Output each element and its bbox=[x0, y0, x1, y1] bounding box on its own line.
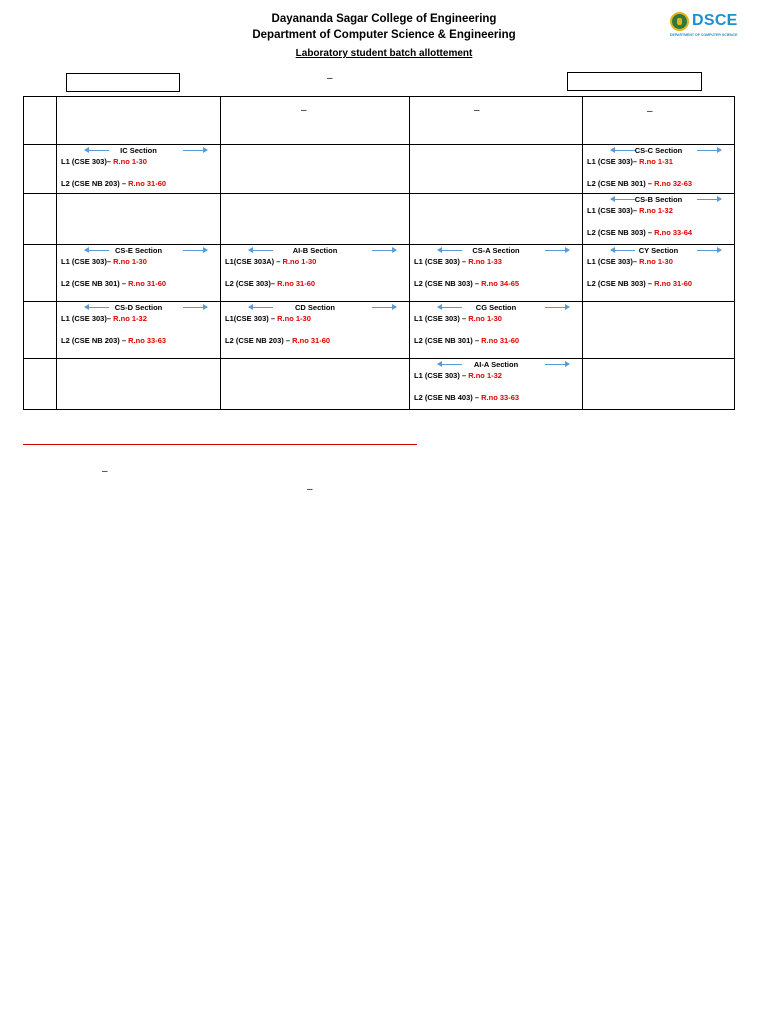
arrow-right-icon bbox=[183, 150, 207, 151]
section-label: CS-C Section bbox=[634, 146, 683, 155]
roll-range-1: R.no 1-30 bbox=[113, 257, 147, 266]
lab-room-2: L2 (CSE NB 203) – bbox=[225, 336, 291, 345]
roll-range-2: R.no 34-65 bbox=[481, 279, 520, 288]
allotment-table bbox=[23, 96, 735, 410]
roll-range-2: R.no 31-60 bbox=[128, 279, 167, 288]
lab-room-2: L2 (CSE NB 303) – bbox=[587, 228, 653, 237]
schedule-cell bbox=[57, 245, 221, 302]
lab-batch-1 bbox=[61, 257, 147, 266]
section-label: CS-D Section bbox=[114, 303, 163, 312]
roll-range-1: R.no 1-30 bbox=[639, 257, 673, 266]
lab-room-2: L2 (CSE NB 203) – bbox=[61, 336, 127, 345]
roll-range-1: R.no 1-32 bbox=[468, 371, 502, 380]
lab-room-2: L2 (CSE NB 301) – bbox=[61, 279, 127, 288]
lab-batch-2 bbox=[225, 279, 315, 288]
roll-range-2: R.no 33-63 bbox=[481, 393, 520, 402]
lab-batch-2 bbox=[61, 179, 166, 188]
schedule-cell bbox=[57, 359, 221, 410]
roll-range-1: R.no 1-33 bbox=[468, 257, 502, 266]
schedule-cell bbox=[410, 194, 583, 245]
lab-room-1: L1 (CSE 303)– bbox=[587, 257, 638, 266]
row-label-cell bbox=[24, 145, 57, 194]
roll-range-2: R.no 32-63 bbox=[654, 179, 693, 188]
table-header-row bbox=[24, 97, 735, 145]
arrow-right-icon bbox=[697, 150, 721, 151]
lab-room-2: L2 (CSE NB 403) – bbox=[414, 393, 480, 402]
lab-batch-1 bbox=[414, 314, 502, 323]
lab-room-1: L1 (CSE 303) – bbox=[414, 371, 467, 380]
arrow-right-icon bbox=[545, 250, 569, 251]
lab-room-2: L2 (CSE NB 303) – bbox=[414, 279, 480, 288]
college-emblem-icon bbox=[670, 12, 689, 31]
schedule-cell bbox=[410, 145, 583, 194]
lab-batch-2 bbox=[414, 279, 519, 288]
roll-range-1: R.no 1-31 bbox=[639, 157, 673, 166]
row-label-cell bbox=[24, 359, 57, 410]
department-name: Department of Computer Science & Engineering bbox=[252, 29, 516, 41]
red-divider-line bbox=[23, 444, 417, 445]
section-label: CD Section bbox=[294, 303, 335, 312]
lab-batch-1 bbox=[587, 157, 673, 166]
document-subtitle: Laboratory student batch allottement bbox=[295, 48, 473, 59]
schedule-cell bbox=[221, 145, 410, 194]
lab-batch-2 bbox=[587, 279, 692, 288]
lab-batch-1 bbox=[414, 257, 502, 266]
header-cell bbox=[57, 97, 221, 145]
roll-range-1: R.no 1-30 bbox=[282, 257, 317, 266]
schedule-cell bbox=[583, 194, 735, 245]
schedule-cell bbox=[583, 302, 735, 359]
arrow-right-icon bbox=[697, 250, 721, 251]
schedule-cell bbox=[583, 145, 735, 194]
table-row bbox=[24, 359, 735, 410]
roll-range-2: R.no 31-60 bbox=[654, 279, 693, 288]
lab-room-2: L2 (CSE NB 203) – bbox=[61, 179, 127, 188]
arrow-right-icon bbox=[372, 307, 396, 308]
header-dash: – bbox=[647, 106, 653, 117]
schedule-cell bbox=[57, 194, 221, 245]
roll-range-1: R.no 1-30 bbox=[277, 314, 311, 323]
lab-room-1: L1 (CSE 303) – bbox=[414, 257, 467, 266]
table-row bbox=[24, 302, 735, 359]
header-cell bbox=[583, 97, 735, 145]
table-row bbox=[24, 194, 735, 245]
lab-batch-1 bbox=[414, 371, 502, 380]
lab-batch-2 bbox=[61, 279, 166, 288]
college-name: Dayananda Sagar College of Engineering bbox=[271, 13, 497, 25]
schedule-cell bbox=[410, 302, 583, 359]
schedule-cell bbox=[410, 245, 583, 302]
arrow-right-icon bbox=[697, 199, 721, 200]
lab-room-1: L1 (CSE 303)– bbox=[61, 314, 112, 323]
schedule-cell bbox=[410, 359, 583, 410]
lab-room-1: L1(CSE 303A) – bbox=[225, 257, 281, 266]
section-label: CY Section bbox=[638, 246, 679, 255]
schedule-cell bbox=[583, 245, 735, 302]
lab-batch-1 bbox=[587, 206, 673, 215]
lab-batch-1 bbox=[61, 157, 147, 166]
dsce-logo bbox=[670, 11, 736, 41]
section-label: CS-A Section bbox=[472, 246, 520, 255]
row-label-cell bbox=[24, 194, 57, 245]
roll-range-2: R.no 33-64 bbox=[654, 228, 693, 237]
bottom-dash-1: – bbox=[102, 466, 108, 477]
row-label-cell bbox=[24, 245, 57, 302]
table-row bbox=[24, 245, 735, 302]
table-row bbox=[24, 145, 735, 194]
arrow-right-icon bbox=[545, 364, 569, 365]
schedule-cell bbox=[221, 302, 410, 359]
left-blank-box bbox=[66, 73, 180, 92]
roll-range-1: R.no 1-32 bbox=[113, 314, 147, 323]
lab-room-1: L1(CSE 303) – bbox=[225, 314, 276, 323]
section-label: IC Section bbox=[120, 146, 157, 155]
lab-batch-2 bbox=[61, 336, 166, 345]
section-label: CS-E Section bbox=[114, 246, 163, 255]
lab-room-1: L1 (CSE 303) – bbox=[414, 314, 467, 323]
lab-batch-1 bbox=[61, 314, 147, 323]
schedule-cell bbox=[57, 302, 221, 359]
arrow-right-icon bbox=[545, 307, 569, 308]
header-dash: – bbox=[301, 105, 307, 116]
lab-room-1: L1 (CSE 303)– bbox=[61, 257, 112, 266]
section-label: AI-B Section bbox=[292, 246, 338, 255]
lab-batch-1 bbox=[225, 314, 311, 323]
schedule-cell bbox=[57, 145, 221, 194]
lab-room-2: L2 (CSE NB 301) – bbox=[414, 336, 480, 345]
lab-room-1: L1 (CSE 303)– bbox=[587, 206, 638, 215]
logo-subtext: DEPARTMENT OF COMPUTER SCIENCE bbox=[670, 33, 738, 37]
roll-range-2: R.no 31-60 bbox=[292, 336, 331, 345]
arrow-right-icon bbox=[183, 250, 207, 251]
bottom-dash-2: – bbox=[307, 484, 313, 495]
lab-room-2: L2 (CSE NB 301) – bbox=[587, 179, 653, 188]
roll-range-1: R.no 1-30 bbox=[113, 157, 147, 166]
lab-room-1: L1 (CSE 303)– bbox=[587, 157, 638, 166]
schedule-cell bbox=[221, 359, 410, 410]
arrow-right-icon bbox=[372, 250, 396, 251]
lab-batch-1 bbox=[225, 257, 316, 266]
row-label-cell bbox=[24, 302, 57, 359]
section-label: CG Section bbox=[475, 303, 517, 312]
header-dash: – bbox=[474, 105, 480, 116]
logo-text: DSCE bbox=[692, 12, 738, 29]
arrow-right-icon bbox=[183, 307, 207, 308]
lab-room-2: L2 (CSE 303)– bbox=[225, 279, 276, 288]
roll-range-2: R.no 31-60 bbox=[128, 179, 167, 188]
schedule-cell bbox=[221, 194, 410, 245]
lab-room-1: L1 (CSE 303)– bbox=[61, 157, 112, 166]
right-blank-box bbox=[567, 72, 702, 91]
lab-batch-2 bbox=[414, 393, 519, 402]
roll-range-1: R.no 1-32 bbox=[639, 206, 673, 215]
lab-room-2: L2 (CSE NB 303) – bbox=[587, 279, 653, 288]
section-label: AI-A Section bbox=[473, 360, 519, 369]
roll-range-1: R.no 1-30 bbox=[468, 314, 502, 323]
schedule-cell bbox=[221, 245, 410, 302]
header-cell bbox=[221, 97, 410, 145]
top-dash: – bbox=[327, 73, 333, 84]
roll-range-2: R.no 31-60 bbox=[277, 279, 316, 288]
section-label: CS-B Section bbox=[634, 195, 683, 204]
lab-batch-2 bbox=[587, 179, 692, 188]
schedule-cell bbox=[583, 359, 735, 410]
lab-batch-2 bbox=[225, 336, 330, 345]
lab-batch-2 bbox=[587, 228, 692, 237]
roll-range-2: R.no 33-63 bbox=[128, 336, 167, 345]
header-cell bbox=[410, 97, 583, 145]
lab-batch-1 bbox=[587, 257, 673, 266]
header-cell bbox=[24, 97, 57, 145]
lab-batch-2 bbox=[414, 336, 519, 345]
roll-range-2: R.no 31-60 bbox=[481, 336, 520, 345]
